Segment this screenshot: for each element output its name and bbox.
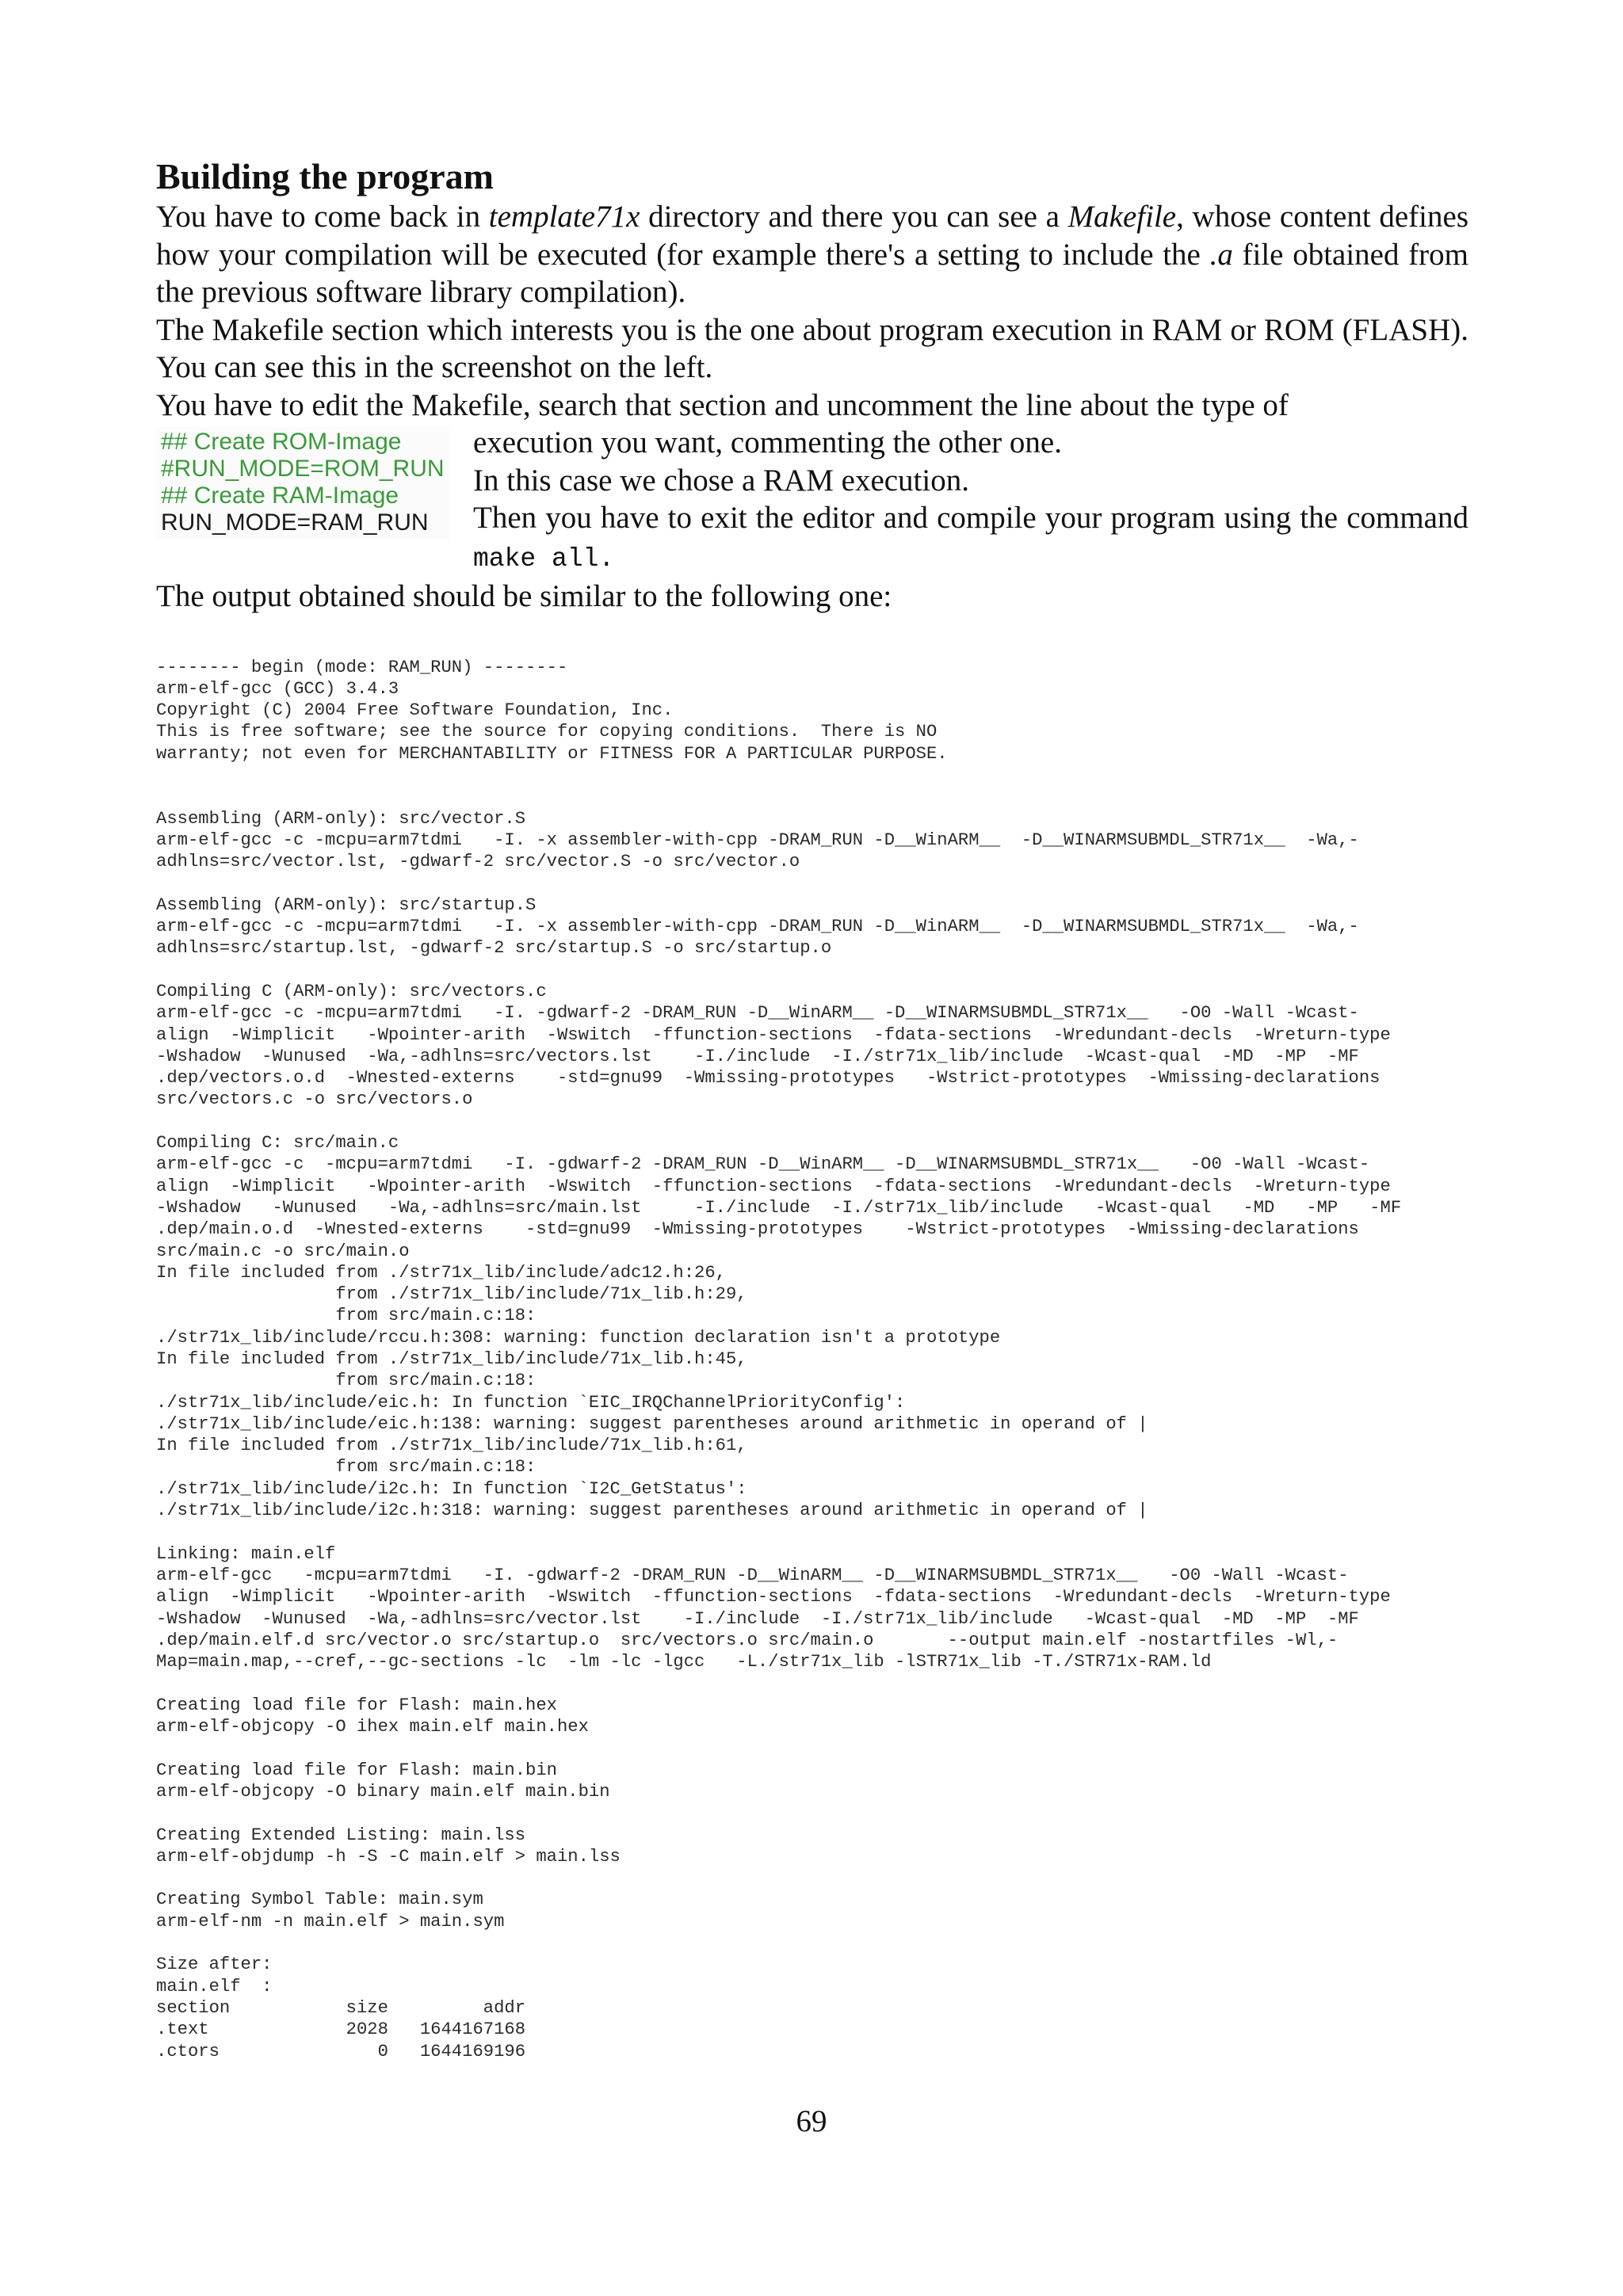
console-line: Creating load file for Flash: main.hex (156, 1695, 557, 1715)
console-line: src/main.c -o src/main.o (156, 1241, 410, 1261)
console-line: from src/main.c:18: (156, 1457, 537, 1478)
console-line (156, 765, 1468, 786)
console-line: Creating Extended Listing: main.lss (156, 1825, 526, 1845)
console-line: .dep/vectors.o.d -Wnested-externs -std=gnu99 -Wmissing-prototypes -Wstrict-prototypes -Wmissing-declarations (156, 1068, 1381, 1089)
console-line: This is free software; see the source for copying conditions. There is NO (156, 722, 938, 742)
console-line (156, 1111, 1468, 1132)
paragraph-output-intro: The output obtained should be similar to the following one: (156, 579, 892, 613)
console-output (156, 657, 1468, 2062)
console-line (156, 786, 1468, 807)
text-run: Then you have to exit the editor and compile your program using the command (473, 501, 1468, 535)
makefile-name: Makefile (1067, 200, 1177, 234)
console-line (156, 1672, 1468, 1694)
console-line: align -Wimplicit -Wpointer-arith -Wswitch -ffunction-sections -fdata-sections -Wredundant-decls -Wreturn-type (156, 1024, 1391, 1045)
directory-name: template71x (488, 200, 640, 234)
console-line: Assembling (ARM-only): src/startup.S (156, 894, 537, 915)
console-line: Map=main.map,--cref,--gc-sections -lc -lm -lc -lgcc -L./str71x_lib -lSTR71x_lib -T./STR71x-RAM.ld (156, 1652, 1212, 1672)
paragraph-edit-lead: You have to edit the Makefile, search that section and uncomment the line about the type of (156, 387, 1289, 422)
console-line: In file included from ./str71x_lib/include/71x_lib.h:45, (156, 1349, 747, 1369)
console-line: main.elf : (156, 1976, 273, 1997)
makefile-line: #RUN_MODE=ROM_RUN (161, 456, 445, 482)
console-line: -Wshadow -Wunused -Wa,-adhlns=src/vector.lst -I./include -I./str71x_lib/include -Wcast-qual -MD -MP -MF (156, 1608, 1359, 1629)
console-line: ./str71x_lib/include/eic.h: In function `EIC_IRQChannelPriorityConfig': (156, 1392, 906, 1413)
makefile-line: ## Create RAM-Image (161, 482, 399, 509)
makefile-line: ## Create ROM-Image (161, 429, 402, 455)
text-run: file obtained from the previous software library compilation). (156, 237, 1468, 309)
console-line (156, 1521, 1468, 1543)
console-line: align -Wimplicit -Wpointer-arith -Wswitch -ffunction-sections -fdata-sections -Wredundant-decls -Wreturn-type (156, 1176, 1391, 1196)
console-line: Linking: main.elf (156, 1543, 336, 1564)
console-line: Creating load file for Flash: main.bin (156, 1760, 557, 1780)
console-line: from src/main.c:18: (156, 1371, 537, 1391)
command-text: make all. (473, 543, 615, 574)
makefile-screenshot (156, 427, 449, 540)
console-line: arm-elf-gcc -c -mcpu=arm7tdmi -I. -gdwarf-2 -DRAM_RUN -D__WinARM__ -D__WINARMSUBMDL_STR71x__ -O0 -Wall -Wcast- (156, 1154, 1370, 1175)
console-line: warranty; not even for MERCHANTABILITY or FITNESS FOR A PARTICULAR PURPOSE. (156, 743, 948, 764)
console-line: section size addr (156, 1997, 526, 2018)
console-line: ./str71x_lib/include/eic.h:138: warning: suggest parentheses around arithmetic in operand of | (156, 1413, 1148, 1434)
console-line: src/vectors.c -o src/vectors.o (156, 1089, 473, 1110)
console-line: arm-elf-objcopy -O binary main.elf main.bin (156, 1781, 610, 1802)
paragraph-makefile-section: The Makefile section which interests you is the one about program execution in RAM or ROM (FLASH). You can see this in the screenshot on the left. (156, 312, 1468, 384)
console-line: arm-elf-gcc -c -mcpu=arm7tdmi -I. -gdwarf-2 -DRAM_RUN -D__WinARM__ -D__WINARMSUBMDL_STR71x__ -O0 -Wall -Wcast- (156, 1003, 1359, 1024)
paragraph-compile (473, 499, 1468, 578)
text-run: directory and there you can see a (640, 200, 1068, 234)
text-run: You have to come back in (156, 200, 489, 234)
document-page (156, 155, 1468, 2062)
console-line: from src/main.c:18: (156, 1306, 537, 1326)
makefile-line: RUN_MODE=RAM_RUN (161, 509, 429, 536)
text-run: , whose content defines how your compilation will be executed (for example there's a setting to include the (156, 200, 1468, 272)
paragraph-intro (156, 198, 1468, 311)
console-line: -Wshadow -Wunused -Wa,-adhlns=src/main.lst -I./include -I./str71x_lib/include -Wcast-qual -MD -MP -MF (156, 1197, 1402, 1218)
console-line (156, 1932, 1468, 1954)
console-line (156, 1867, 1468, 1889)
console-line: ./str71x_lib/include/i2c.h:318: warning: suggest parentheses around arithmetic in operand of | (156, 1501, 1148, 1521)
console-line: In file included from ./str71x_lib/include/adc12.h:26, (156, 1262, 726, 1283)
console-line: adhlns=src/startup.lst, -gdwarf-2 src/startup.S -o src/startup.o (156, 938, 832, 959)
console-line: Size after: (156, 1955, 273, 1975)
console-line: arm-elf-gcc (GCC) 3.4.3 (156, 678, 399, 699)
console-line: -------- begin (mode: RAM_RUN) -------- (156, 657, 568, 677)
console-line: arm-elf-nm -n main.elf > main.sym (156, 1911, 505, 1932)
console-line (156, 1737, 1468, 1759)
figure-side-text (473, 424, 1468, 578)
console-line: arm-elf-gcc -c -mcpu=arm7tdmi -I. -x assembler-with-cpp -DRAM_RUN -D__WinARM__ -D__WINARMSUBMDL_STR71x__ -Wa,- (156, 917, 1359, 937)
console-line: arm-elf-gcc -mcpu=arm7tdmi -I. -gdwarf-2 -DRAM_RUN -D__WinARM__ -D__WINARMSUBMDL_STR71x__ -O0 -Wall -Wcast- (156, 1565, 1349, 1585)
console-line: from ./str71x_lib/include/71x_lib.h:29, (156, 1284, 747, 1305)
console-line: Compiling C (ARM-only): src/vectors.c (156, 981, 547, 1001)
console-line: arm-elf-gcc -c -mcpu=arm7tdmi -I. -x assembler-with-cpp -DRAM_RUN -D__WinARM__ -D__WINARMSUBMDL_STR71x__ -Wa,- (156, 830, 1359, 850)
console-line: ./str71x_lib/include/rccu.h:308: warning: function declaration isn't a prototype (156, 1327, 1001, 1348)
console-line: Copyright (C) 2004 Free Software Foundation, Inc. (156, 700, 674, 721)
console-line: Creating Symbol Table: main.sym (156, 1890, 483, 1910)
section-heading: Building the program (156, 156, 494, 196)
console-line: Assembling (ARM-only): src/vector.S (156, 808, 526, 829)
paragraph-edit-rest: execution you want, commenting the other one. (473, 425, 1062, 460)
console-line: Compiling C: src/main.c (156, 1133, 399, 1154)
paragraph-ram-choice: In this case we chose a RAM execution. (473, 463, 969, 498)
console-line: ./str71x_lib/include/i2c.h: In function `I2C_GetStatus': (156, 1478, 747, 1499)
page-number: 69 (796, 2104, 827, 2138)
console-line: .dep/main.elf.d src/vector.o src/startup.o src/vectors.o src/main.o --output main.elf -nostartfiles -Wl,- (156, 1630, 1338, 1650)
console-line: .ctors 0 1644169196 (156, 2041, 526, 2061)
console-line: arm-elf-objdump -h -S -C main.elf > main.lss (156, 1846, 621, 1867)
console-line: adhlns=src/vector.lst, -gdwarf-2 src/vector.S -o src/vector.o (156, 852, 800, 872)
console-line (156, 1802, 1468, 1824)
makefile-figure-row (156, 424, 1468, 578)
console-line: .dep/main.o.d -Wnested-externs -std=gnu99 -Wmissing-prototypes -Wstrict-prototypes -Wmissing-declarations (156, 1219, 1359, 1240)
console-line (156, 872, 1468, 894)
console-line (156, 959, 1468, 981)
console-line: arm-elf-objcopy -O ihex main.elf main.hex (156, 1717, 589, 1737)
console-line: align -Wimplicit -Wpointer-arith -Wswitch -ffunction-sections -fdata-sections -Wredundant-decls -Wreturn-type (156, 1587, 1391, 1608)
console-line: In file included from ./str71x_lib/include/71x_lib.h:61, (156, 1436, 747, 1456)
console-line: -Wshadow -Wunused -Wa,-adhlns=src/vectors.lst -I./include -I./str71x_lib/include -Wcast-qual -MD -MP -MF (156, 1046, 1359, 1066)
console-line: .text 2028 1644167168 (156, 2019, 526, 2040)
file-extension: .a (1209, 237, 1233, 272)
